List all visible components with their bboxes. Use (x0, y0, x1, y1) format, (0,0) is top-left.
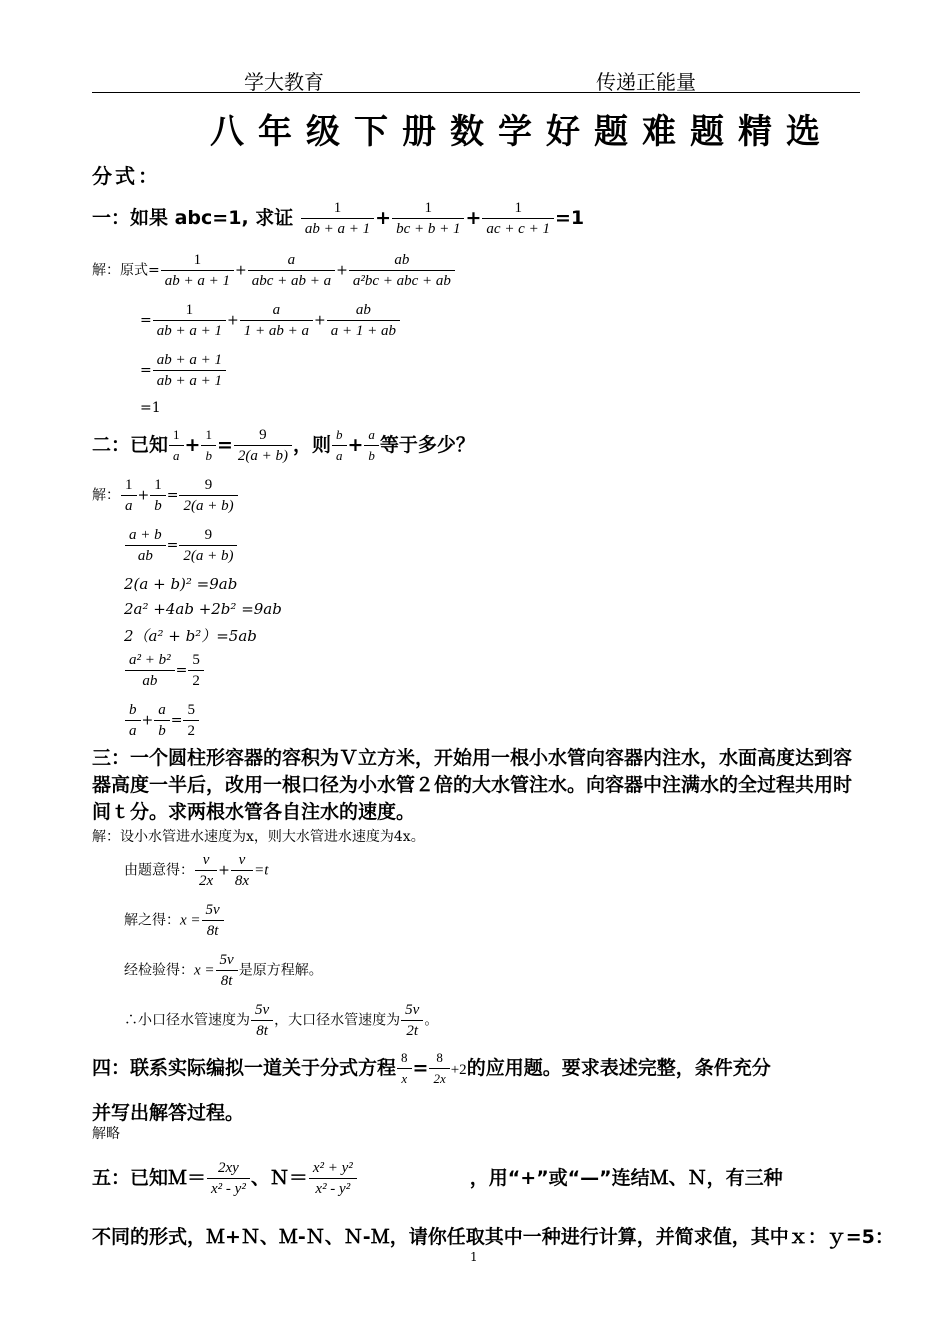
question-5-line-2: 不同的形式，Ｍ+Ｎ、Ｍ-Ｎ、Ｎ-Ｍ，请你任取其中一种进行计算，并简求值，其中ｘ：ｙ=5： (92, 1226, 894, 1248)
solution-3-line-2: 由题意得： $\frac{v}{2x}$ + $\frac{v}{8x}$ =t (124, 852, 269, 889)
solution-3-line-3: 解之得：x = $\frac{5v}{8t}$ (124, 900, 225, 941)
section-heading: 分式： (92, 164, 161, 188)
solution-2-line-3: 2(a + b)² =9ab (124, 575, 238, 593)
solution-2-line-5: 2（a² + b²）=5ab (124, 627, 257, 645)
solution-3-line-4: 经检验得：x = $\frac{5v}{8t}$ 是原方程解。 (124, 952, 323, 989)
solution-2-line-7: $\frac{b}{a}$ + $\frac{a}{b}$ = $\frac{5}{2}$ (124, 700, 200, 741)
q1-fraction-1: $\frac{1}{ab + a + 1}$ (301, 198, 374, 239)
solution-1-line-1: 解：原式= $\frac{1}{ab + a + 1}$ + $\frac{a}{\text{abc + ab + a}}$ + $\frac{ab}{\text{a²bc + abc + ab}}$ (92, 250, 456, 291)
solution-3-line-1: 解：设小水管进水速度为x，则大水管进水速度为4x。 (92, 829, 425, 845)
solution-2-line-4: 2a² +4ab +2b² =9ab (124, 600, 282, 618)
solution-3-line-5: ∴小口径水管速度为 $\frac{5v}{8t}$ ，大口径水管速度为 $\frac{5v}{2t}$ 。 (124, 1002, 439, 1039)
solution-1-line-3: = $\frac{ab + a + 1}{ab + a + 1}$ (140, 350, 227, 391)
question-3: 三：一个圆柱形容器的容积为Ｖ立方米，开始用一根小水管向容器内注水，水面高度达到容器高度一半后，改用一根口径为小水管２倍的大水管注水。向容器中注满水的全过程共用时间ｔ分。求两根水管各自注水的速度。 (92, 747, 853, 823)
header-rule (92, 92, 860, 93)
header-right: 传递正能量 (596, 70, 696, 94)
question-4-line-1: 四：联系实际编拟一道关于分式方程 $\frac{8}{x}$ = $\frac{8}{2x}$ +2的应用题。要求表述完整，条件充分 (92, 1050, 771, 1086)
question-1: 一：如果 abc=1, 求证 $\frac{1}{ab + a + 1}$ + $\frac{1}{bc + b + 1}$ + $\frac{1}{ac + c + 1}$ =1 (92, 200, 585, 237)
page-number: 1 (470, 1250, 478, 1264)
solution-2-line-6: $\frac{\text{a² + b²}}{ab}$ = $\frac{5}{2}$ (124, 650, 205, 691)
q1-fraction-3: $\frac{1}{ac + c + 1}$ (482, 198, 554, 239)
q1-label: 一：如果 abc=1, 求证 (92, 207, 294, 229)
solution-1-line-4: =1 (140, 400, 161, 416)
solution-4: 解略 (92, 1126, 120, 1142)
question-5-line-1: 五：已知Ｍ＝ $\frac{2xy}{\text{x² - y²}}$ 、Ｎ＝ $\frac{\text{x² + y²}}{\text{x² - y²}}$ ，用“+”或“—”连结Ｍ、Ｎ，有三种 (92, 1160, 783, 1197)
question-4-line-2: 并写出解答过程。 (92, 1102, 245, 1124)
solution-2-line-1: 解： $\frac{1}{a}$ + $\frac{1}{b}$ = $\frac{9}{2(a + b)}$ (92, 475, 239, 516)
page-title: 八年级下册数学好题难题精选 (210, 112, 834, 152)
solution-1-line-2: = $\frac{1}{ab + a + 1}$ + $\frac{a}{1 + ab + a}$ + $\frac{ab}{a + 1 + ab}$ (140, 300, 401, 341)
q1-fraction-2: $\frac{1}{bc + b + 1}$ (392, 198, 464, 239)
solution-2-line-2: $\frac{a + b}{ab}$ = $\frac{9}{2(a + b)}$ (124, 525, 238, 566)
question-2: 二：已知 $\frac{1}{a}$ + $\frac{1}{b}$ = $\frac{9}{2(a + b)}$ ，则 $\frac{b}{a}$ + $\frac{a}{b}$ 等于多少？ (92, 427, 475, 464)
header-left: 学大教育 (244, 70, 324, 94)
